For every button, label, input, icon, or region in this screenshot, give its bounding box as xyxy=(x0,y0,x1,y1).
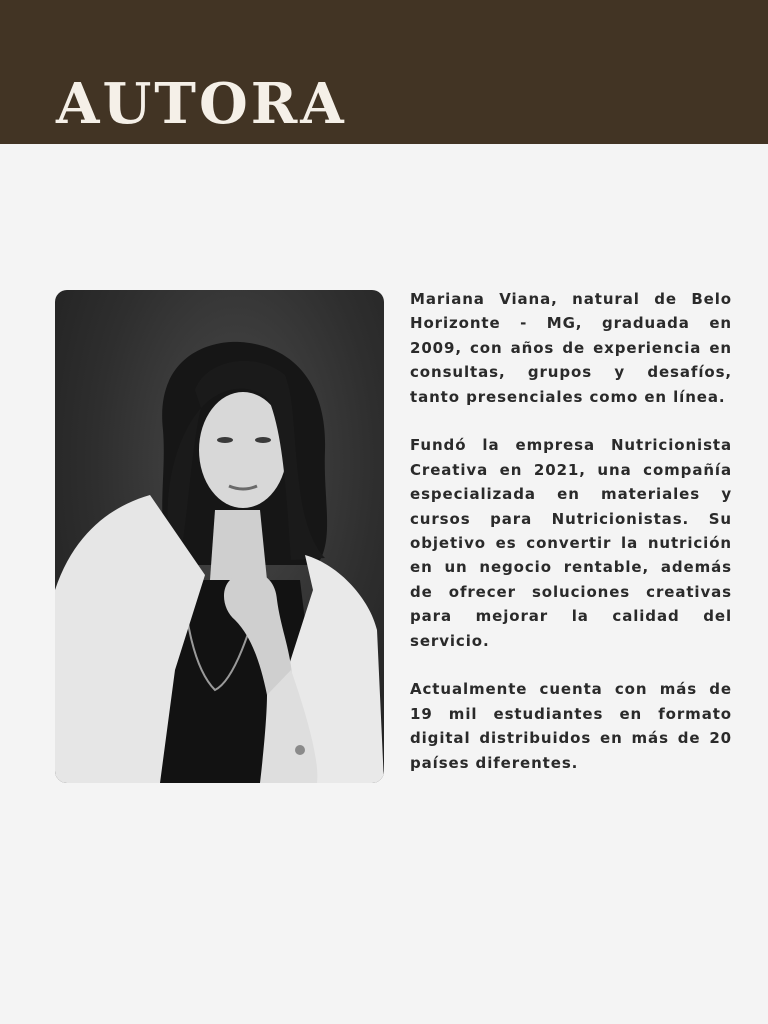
bio-paragraph-2: Fundó la empresa Nutricionista Creativa en 2021, una compañía especializada en materiales y cursos para Nutricionistas. Su objetivo es convertir la nutrición en un negocio rentable, además de ofrecer soluciones creativas para mejorar la calidad del servicio. xyxy=(410,436,732,650)
author-photo xyxy=(55,290,384,783)
author-portrait-illustration xyxy=(55,290,384,783)
bio-paragraph-3: Actualmente cuenta con más de 19 mil estudiantes en formato digital distribuidos en más de 20 países diferentes. xyxy=(410,680,732,772)
header-band xyxy=(0,0,768,144)
bio-paragraph-1: Mariana Viana, natural de Belo Horizonte - MG, graduada en 2009, con años de experiencia en consultas, grupos y desafíos, tanto presenciales como en línea. xyxy=(410,290,732,406)
author-bio xyxy=(410,287,732,799)
page-title: AUTORA xyxy=(56,71,347,137)
